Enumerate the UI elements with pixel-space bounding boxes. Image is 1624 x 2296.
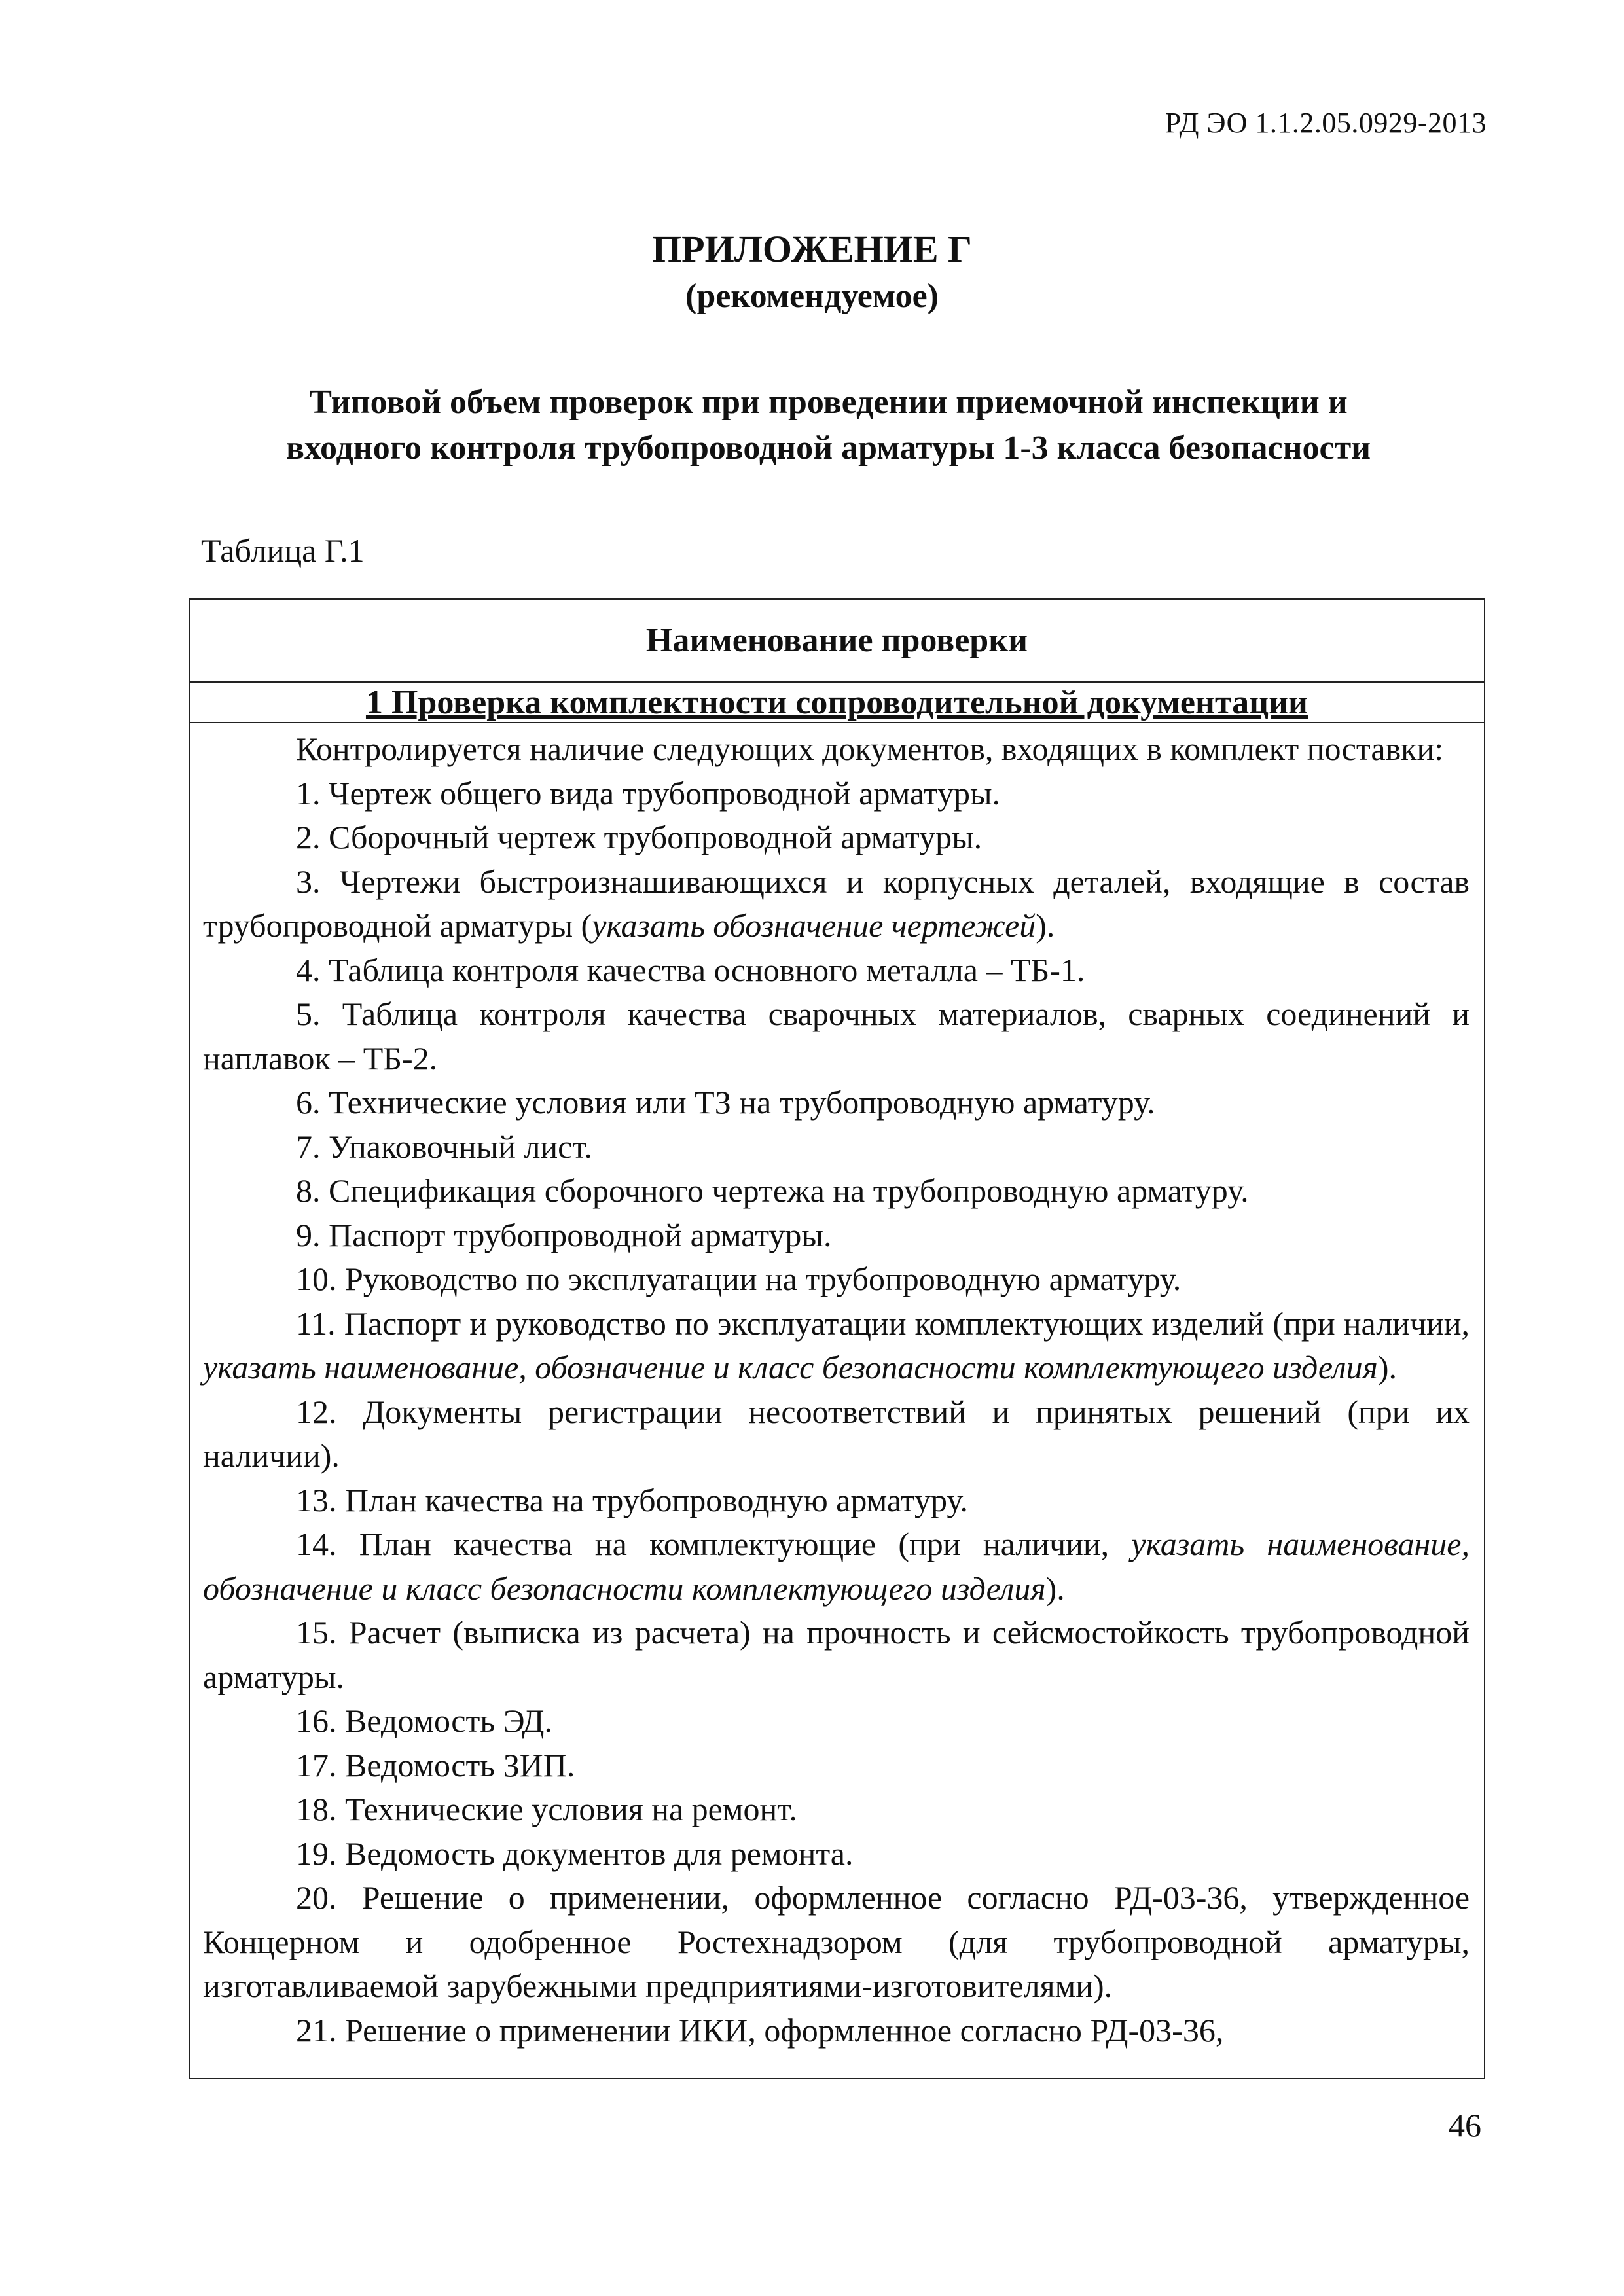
list-item-text: Чертеж общего вида трубопроводной арматуры. (329, 774, 1001, 812)
list-item-tail: ). (1036, 907, 1055, 944)
list-item-number: 5. (296, 996, 342, 1032)
list-item-number: 6. (296, 1084, 329, 1121)
list-item-text: План качества на комплектующие (при наличии, (359, 1526, 1132, 1562)
list-item-number: 16. (296, 1702, 345, 1739)
list-item-text: Технические условия или ТЗ на трубопроводную арматуру. (329, 1084, 1155, 1121)
table-section-title (190, 683, 1484, 723)
list-item (203, 1213, 1470, 1258)
list-item-number: 1. (296, 774, 329, 812)
table-label: Таблица Г.1 (201, 532, 365, 569)
list-item-text: Решение о применении, оформленное согласно РД-03-36, утвержденное Концерном и одобренное Ростехнадзором (для трубопроводной арматуры, изготавливаемой зарубежными предприятиями-изготовителями). (203, 1879, 1470, 2004)
list-item (203, 1787, 1470, 1832)
list-item-number: 11. (296, 1304, 344, 1342)
list-item-italic-note: указать наименование, обозначение и класс безопасности комплектующего изделия (203, 1526, 1470, 1607)
list-item-text: Ведомость ЗИП. (345, 1746, 575, 1784)
list-item (203, 1611, 1470, 1699)
list-item-text: План качества на трубопроводную арматуру. (345, 1481, 968, 1518)
list-item-number: 14. (296, 1526, 359, 1562)
list-item-text: Спецификация сборочного чертежа на трубопроводную арматуру. (329, 1172, 1249, 1209)
document-title-line-2: входного контроля трубопроводной арматуры 1-3 класса безопасности (285, 429, 1371, 467)
list-item-number: 12. (296, 1393, 363, 1430)
table-body (190, 723, 1484, 2053)
list-item (203, 1699, 1470, 1744)
list-item (203, 860, 1470, 948)
list-item (203, 1522, 1470, 1611)
list-item-number: 19. (296, 1835, 345, 1872)
list-item-text: Ведомость документов для ремонта. (345, 1835, 854, 1872)
section-title-text: 1 Проверка комплектности сопроводительной документации (365, 683, 1308, 721)
list-item-tail: ). (1377, 1349, 1398, 1386)
list-item-text: Документы регистрации несоответствий и принятых решений (при их наличии). (203, 1393, 1470, 1474)
list-item-text: Руководство по эксплуатации на трубопроводную арматуру. (345, 1261, 1182, 1297)
appendix-status: (рекомендуемое) (685, 278, 939, 315)
document-title (183, 380, 1473, 471)
list-item (203, 2009, 1470, 2053)
appendix-title: ПРИЛОЖЕНИЕ Г (652, 228, 972, 270)
checks-table (189, 598, 1485, 2079)
list-item-number: 9. (296, 1216, 329, 1253)
list-item-number: 10. (296, 1261, 345, 1297)
list-item (203, 1169, 1470, 1213)
list-item (203, 1302, 1470, 1390)
appendix-heading (0, 226, 1624, 320)
list-item (203, 1876, 1470, 2009)
list-item (203, 1479, 1470, 1523)
list-item (203, 992, 1470, 1081)
document-title-line-1: Типовой объем проверок при проведении приемочной инспекции и (309, 384, 1348, 421)
list-item-number: 17. (296, 1746, 345, 1784)
list-item (203, 1744, 1470, 1788)
list-item (203, 1257, 1470, 1302)
list-item-text: Решение о применении ИКИ, оформленное согласно РД-03-36, (345, 2011, 1224, 2049)
document-list (203, 772, 1470, 2053)
list-item-text: Паспорт и руководство по эксплуатации комплектующих изделий (при наличии, (344, 1304, 1470, 1342)
list-item-text: Упаковочный лист. (329, 1128, 592, 1165)
list-item-text: Таблица контроля качества основного металла – ТБ-1. (329, 951, 1085, 988)
list-item (203, 948, 1470, 993)
list-item-number: 4. (296, 951, 329, 988)
list-item (203, 1832, 1470, 1876)
list-item-number: 21. (296, 2011, 345, 2049)
list-item-text: Паспорт трубопроводной арматуры. (329, 1216, 832, 1253)
list-item-number: 7. (296, 1128, 329, 1165)
list-item-number: 8. (296, 1172, 329, 1209)
list-item (203, 1081, 1470, 1125)
list-item-number: 18. (296, 1791, 345, 1827)
list-item-text: Технические условия на ремонт. (345, 1791, 797, 1827)
list-item-text: Таблица контроля качества сварочных материалов, сварных соединений и наплавок – ТБ-2. (203, 996, 1470, 1077)
list-item-text: Расчет (выписка из расчета) на прочность и сейсмостойкость трубопроводной арматуры. (203, 1614, 1470, 1695)
list-item-text: Чертежи быстроизнашивающихся и корпусных деталей, входящие в состав трубопроводной арматуры ( (203, 863, 1470, 944)
list-item-number: 2. (296, 819, 329, 855)
list-item-tail: ). (1045, 1570, 1065, 1607)
list-item (203, 816, 1470, 860)
list-item (203, 1125, 1470, 1170)
list-item-italic-note: указать обозначение чертежей (592, 907, 1036, 944)
list-item-text: Ведомость ЭД. (345, 1702, 553, 1739)
table-column-header: Наименование проверки (190, 600, 1484, 683)
list-item-italic-note: указать наименование, обозначение и класс безопасности комплектующего изделия (203, 1349, 1378, 1386)
list-item (203, 1390, 1470, 1479)
list-item-number: 15. (296, 1614, 349, 1651)
list-item-number: 20. (296, 1879, 362, 1916)
list-item-text: Сборочный чертеж трубопроводной арматуры. (329, 819, 983, 855)
page-number: 46 (1449, 2107, 1481, 2144)
list-item-number: 3. (296, 863, 340, 900)
list-item (203, 772, 1470, 816)
intro-paragraph: Контролируется наличие следующих документов, входящих в комплект поставки: (296, 730, 1444, 767)
list-item-number: 13. (296, 1481, 345, 1518)
document-code: РД ЭО 1.1.2.05.0929-2013 (1164, 107, 1487, 139)
